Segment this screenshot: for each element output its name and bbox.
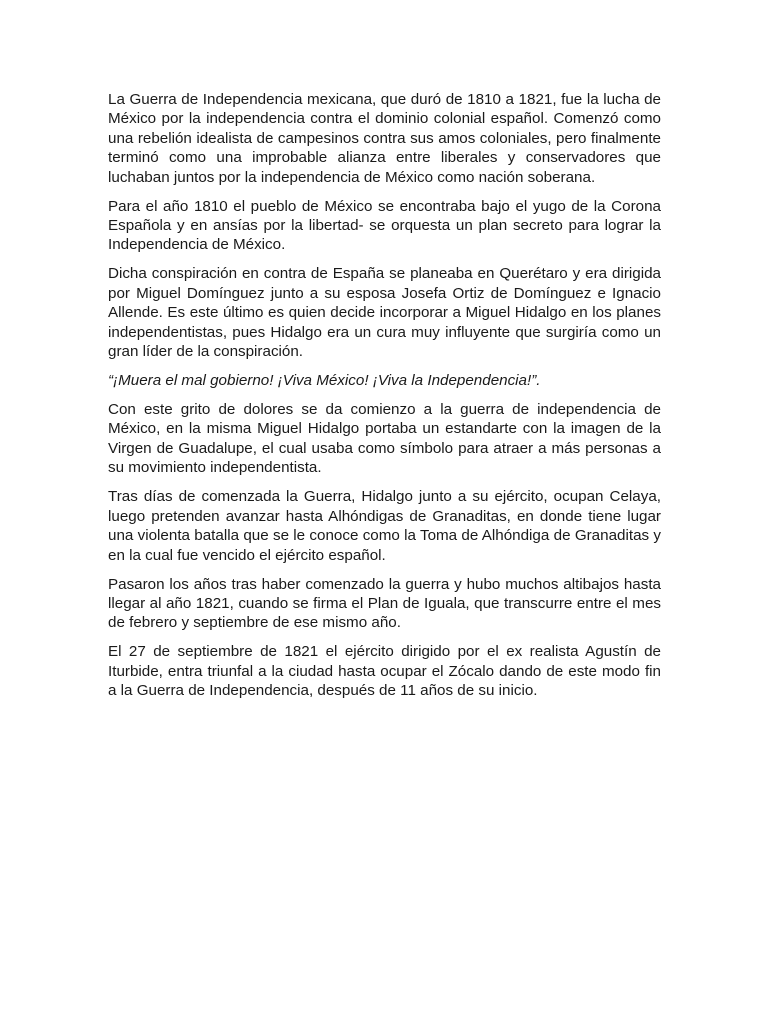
paragraph-iguala: Pasaron los años tras haber comenzado la guerra y hubo muchos altibajos hasta llegar al año 1821, cuando se firma el Plan de Iguala, que transcurre entre el mes de febrero y septiembre de ese mismo año. <box>108 575 661 632</box>
paragraph-intro: La Guerra de Independencia mexicana, que duró de 1810 a 1821, fue la lucha de México por la independencia contra el dominio colonial español. Comenzó como una rebelión idealista de campesinos contra sus amos coloniales, pero finalmente terminó como una improbable alianza entre liberales y conservadores que luchaban juntos por la independencia de México como nación soberana. <box>108 91 661 186</box>
paragraph-iturbide: El 27 de septiembre de 1821 el ejército dirigido por el ex realista Agustín de Iturbide, entra triunfal a la ciudad hasta ocupar el Zócalo dando de este modo fin a la Guerra de Independencia, después de 11 años de su inicio. <box>108 643 661 700</box>
paragraph-conspiracy: Dicha conspiración en contra de España se planeaba en Querétaro y era dirigida por Miguel Domínguez junto a su esposa Josefa Ortiz de Domínguez e Ignacio Allende. Es este último es quien decide incorporar a Miguel Hidalgo en los planes independentistas, pues Hidalgo era un cura muy influyente que surgiría como un gran líder de la conspiración. <box>108 265 661 361</box>
document-body <box>108 90 661 710</box>
paragraph-grito: Con este grito de dolores se da comienzo a la guerra de independencia de México, en la misma Miguel Hidalgo portaba un estandarte con la imagen de la Virgen de Guadalupe, el cual usaba como símbolo para atraer a más personas a su movimiento independentista. <box>108 401 661 477</box>
paragraph-quote: “¡Muera el mal gobierno! ¡Viva México! ¡Viva la Independencia!”. <box>108 372 541 390</box>
paragraph-celaya: Tras días de comenzada la Guerra, Hidalgo junto a su ejército, ocupan Celaya, luego pretenden avanzar hasta Alhóndigas de Granaditas, en donde tiene lugar una violenta batalla que se le conoce como la Toma de Alhóndiga de Granaditas y en la cual fue vencido el ejército español. <box>108 488 661 564</box>
paragraph-1810: Para el año 1810 el pueblo de México se encontraba bajo el yugo de la Corona Española y en ansías por la libertad- se orquesta un plan secreto para lograr la Independencia de México. <box>108 197 661 254</box>
